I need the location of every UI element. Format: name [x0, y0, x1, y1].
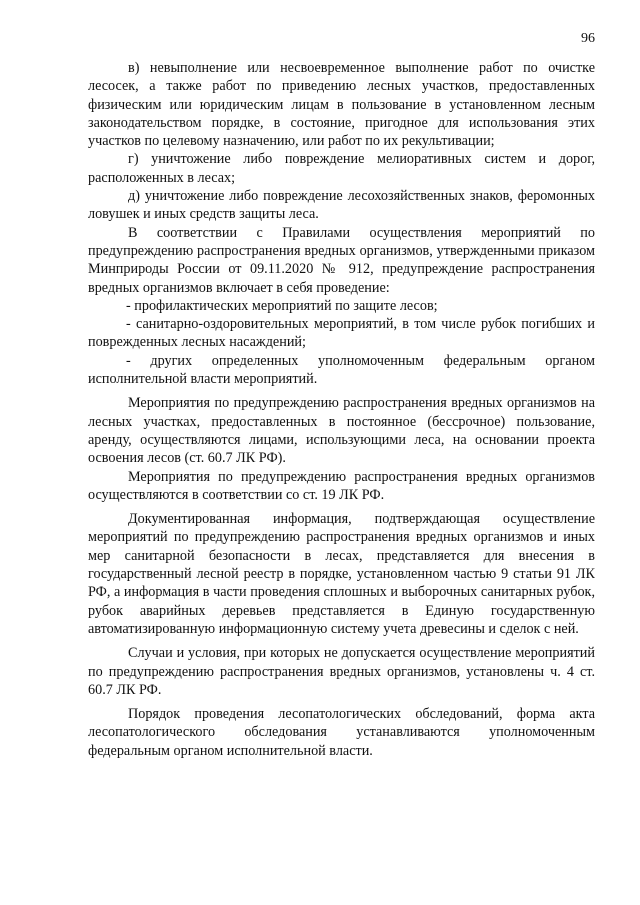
paragraph-item-v: в) невыполнение или несвоевременное выполнение работ по очистке лесосек, а также работ по приведению лесных участков, предоставленных физическим или юридическим лицам в пользование в установленном лесным законодательством порядке, в состояние, пригодное для использования этих участков по целевому назначению, или работ по их рекультивации; — [88, 60, 595, 150]
paragraph-measures-article-19: Мероприятия по предупреждению распространения вредных организмов осуществляются в соответствии со ст. 19 ЛК РФ. — [88, 468, 595, 503]
list-item-other-measures: - других определенных уполномоченным федеральным органом исполнительной власти мероприятий. — [88, 352, 595, 388]
paragraph-rules-reference: В соответствии с Правилами осуществления мероприятий по предупреждению распространения вредных организмов, утвержденными приказом Минприроды России от 09.11.2020 № 912, предупреждение распространения вредных организмов включает в себя проведение: — [88, 224, 595, 296]
document-body — [88, 59, 595, 760]
paragraph-item-d: д) уничтожение либо повреждение лесохозяйственных знаков, феромонных ловушек и иных средств защиты леса. — [88, 188, 595, 223]
paragraph-measures-leased: Мероприятия по предупреждению распространения вредных организмов на лесных участках, предоставленных в постоянное (бессрочное) пользование, аренду, осуществляются лицами, использующими леса, на основании проекта освоения лесов (ст. 60.7 ЛК РФ). — [88, 395, 595, 467]
paragraph-documented-information: Документированная информация, подтверждающая осуществление мероприятий по предупреждению распространения вредных организмов и иных мер санитарной безопасности в лесах, представляется для внесения в государственный лесной реестр в порядке, установленном частью 9 статьи 91 ЛК РФ, а информация в части проведения сплошных и выборочных санитарных рубок, рубок аварийных деревьев представляется в Единую государственную автоматизированную информационную систему учета древесины и сделок с ней. — [88, 511, 595, 637]
paragraph-item-g: г) уничтожение либо повреждение мелиоративных систем и дорог, расположенных в лесах; — [88, 151, 595, 186]
paragraph-survey-procedure: Порядок проведения лесопатологических обследований, форма акта лесопатологического обследования устанавливаются уполномоченным федеральным органом исполнительной власти. — [88, 706, 595, 759]
paragraph-exceptions: Случаи и условия, при которых не допускается осуществление мероприятий по предупреждению распространения вредных организмов, установлены ч. 4 ст. 60.7 ЛК РФ. — [88, 645, 595, 698]
list-item-sanitary: - санитарно-оздоровительных мероприятий, в том числе рубок погибших и поврежденных лесных насаждений; — [88, 316, 595, 351]
page-number: 96 — [581, 31, 595, 46]
list-item-prevention: - профилактических мероприятий по защите лесов; — [126, 297, 438, 314]
